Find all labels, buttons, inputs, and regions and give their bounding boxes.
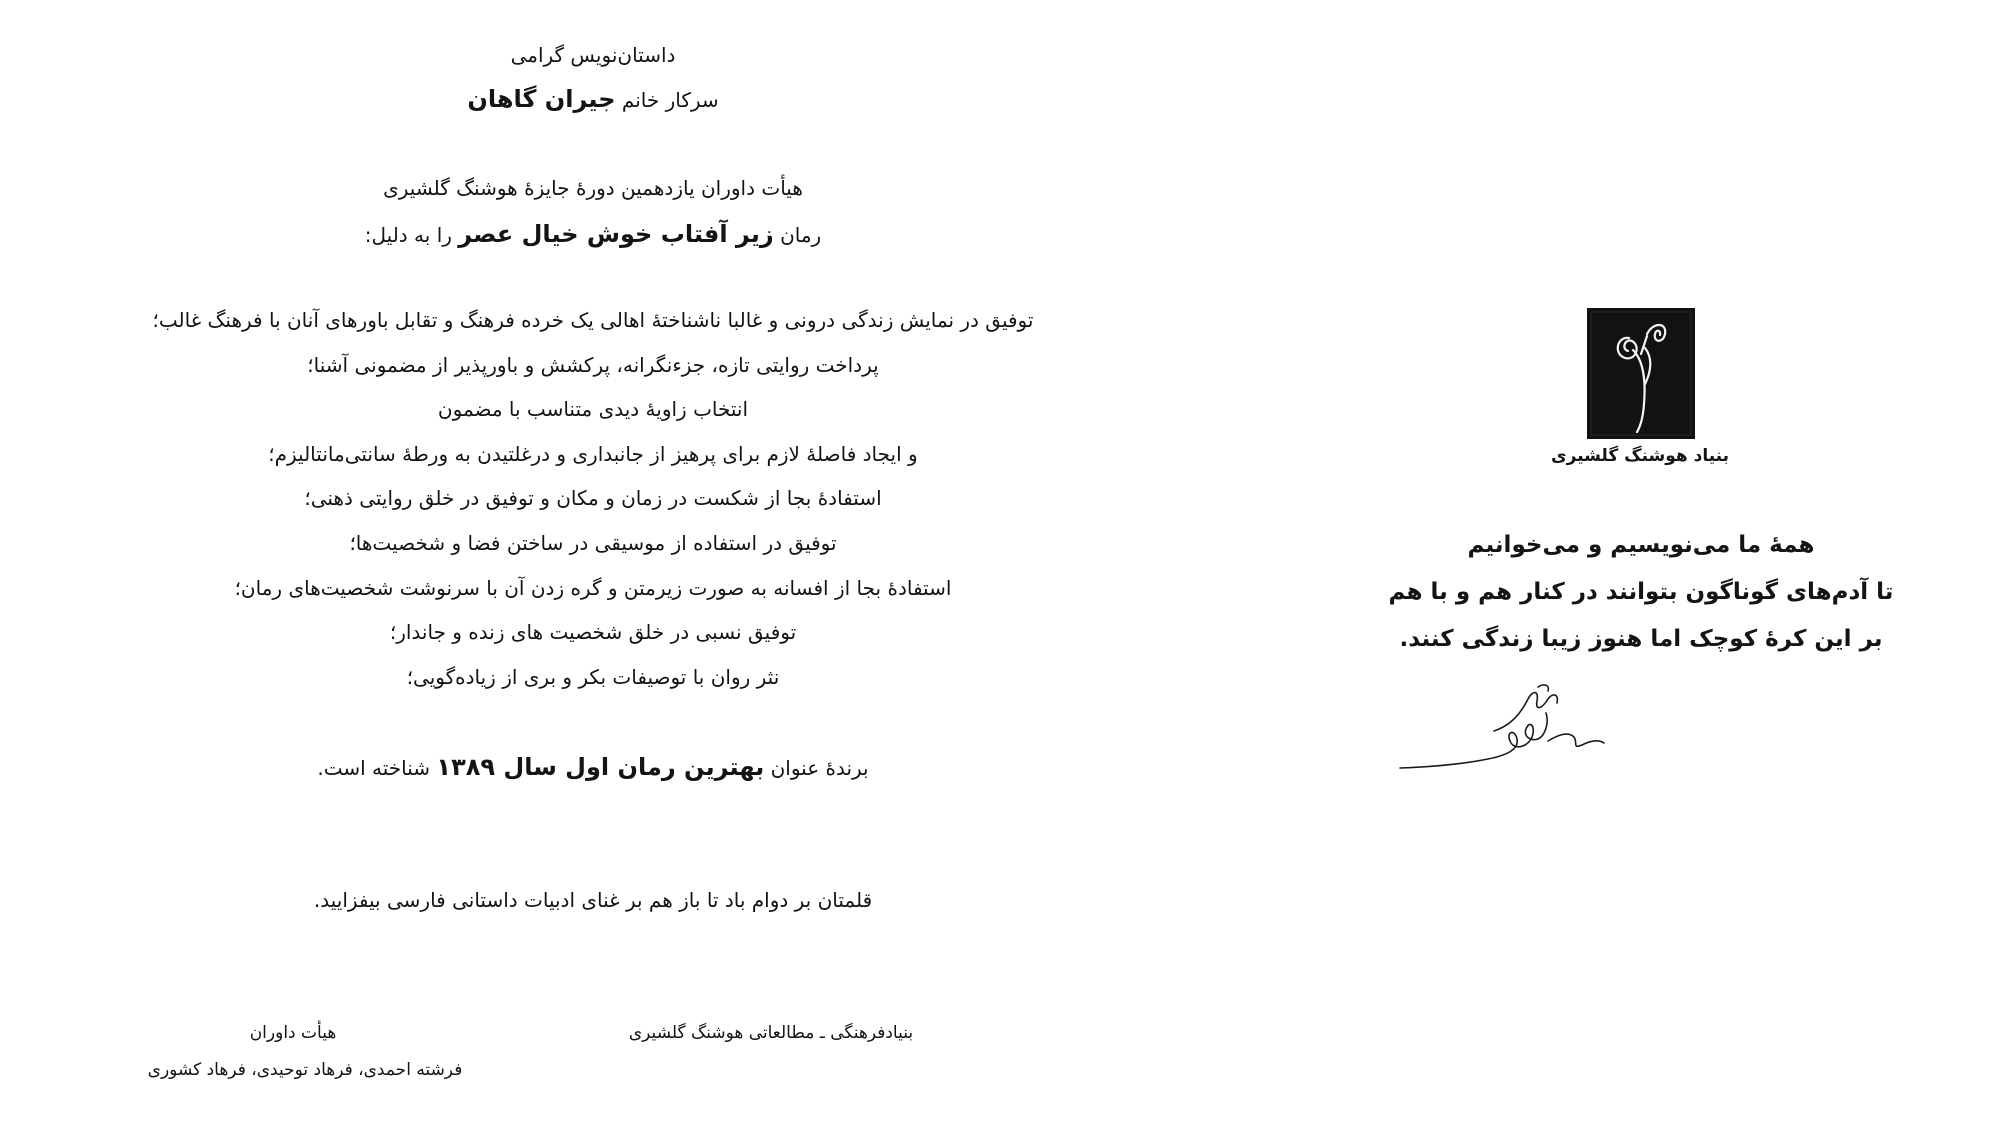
reason-item: استفادهٔ بجا از شکست در زمان و مکان و توفیق در خلق روایتی ذهنی؛ <box>304 486 882 511</box>
novel-line <box>0 219 1186 250</box>
motto-line: همهٔ ما می‌نویسیم و می‌خوانیم <box>1467 532 1815 558</box>
recipient-name: جیران گاهان <box>467 85 616 113</box>
reason-item: استفادهٔ بجا از افسانه به صورت زیرمتن و گره زدن آن با سرنوشت شخصیت‌های رمان؛ <box>234 575 952 600</box>
reason-item: و ایجاد فاصلهٔ لازم برای پرهیز از جانبداری و درغلتیدن به ورطهٔ سانتی‌مانتالیزم؛ <box>268 441 918 466</box>
motto-line: بر این کرهٔ کوچک اما هنوز زیبا زندگی کنند. <box>1399 626 1883 652</box>
golshiri-foundation-logo-icon <box>1587 308 1695 439</box>
motto-line: تا آدم‌های گوناگون بتوانند در کنار هم و با هم <box>1388 579 1894 605</box>
handwritten-signature-icon <box>1398 679 1608 774</box>
novel-title: زیر آفتاب خوش خیال عصر <box>458 220 774 248</box>
reason-item: توفیق نسبی در خلق شخصیت های زنده و جاندار؛ <box>389 620 797 645</box>
novel-prefix: رمان <box>780 223 822 247</box>
novel-suffix: را به دلیل: <box>364 223 452 247</box>
salutation: داستان‌نویس گرامی <box>510 43 676 67</box>
reason-item: انتخاب زاویهٔ دیدی متناسب با مضمون <box>437 397 749 422</box>
reason-item: پرداخت روایتی تازه، جزءنگرانه، پرکشش و باورپذیر از مضمونی آشنا؛ <box>307 352 879 377</box>
foundation-motto <box>1290 522 1992 663</box>
jury-members: فرشته احمدی، فرهاد توحیدی، فرهاد کشوری <box>147 1060 463 1080</box>
closing-line: قلمتان بر دوام باد تا باز هم بر غنای ادبیات داستانی فارسی بیفزایید. <box>313 888 873 912</box>
foundation-signature: بنیادفرهنگی ـ مطالعاتی هوشنگ گلشیری <box>628 1023 914 1043</box>
logo-caption: بنیاد هوشنگ گلشیری <box>1551 446 1729 466</box>
award-title: بهترین رمان اول سال ۱۳۸۹ <box>436 753 765 781</box>
reason-item: توفیق در نمایش زندگی درونی و غالبا ناشناختهٔ اهالی یک خرده فرهنگ و تقابل باورهای آنان با فرهنگ غالب؛ <box>152 308 1034 332</box>
reason-item: نثر روان با توصیفات بکر و بری از زیاده‌گویی؛ <box>406 664 780 689</box>
recipient-line <box>0 84 1186 115</box>
award-line <box>0 752 1186 783</box>
award-suffix: شناخته است. <box>317 756 431 780</box>
jury-label: هیأت داوران <box>249 1023 337 1043</box>
reason-item: توفیق در استفاده از موسیقی در ساختن فضا و شخصیت‌ها؛ <box>349 530 837 555</box>
recipient-prefix: سرکار خانم <box>621 88 719 112</box>
award-prefix: برندهٔ عنوان <box>770 756 869 780</box>
jury-intro: هیأت داوران یازدهمین دورهٔ جایزهٔ هوشنگ گلشیری <box>383 176 803 200</box>
reasons-list <box>0 298 1186 699</box>
